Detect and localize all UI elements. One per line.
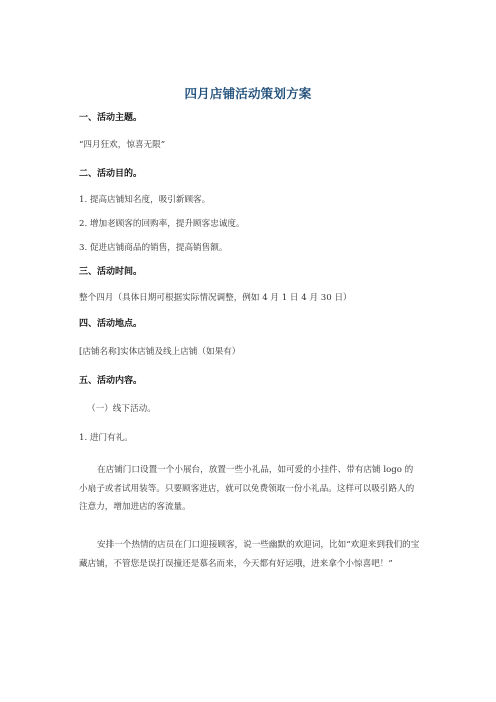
section-5-heading: 五、活动内容。 bbox=[79, 376, 143, 386]
section-5-paragraph-2: 安排一个热情的店员在门口迎接顾客，说一些幽默的欢迎词，比如“欢迎来到我们的宝藏店铺，不管您是误打误撞还是慕名而来，今天都有好运哦，进来拿个小惊喜吧！” bbox=[79, 540, 420, 569]
section-2-item-2: 2. 增加老顾客的回购率，提升顾客忠诚度。 bbox=[79, 219, 245, 229]
section-4-heading: 四、活动地点。 bbox=[79, 319, 143, 329]
document-title: 四月店铺活动策划方案 bbox=[184, 86, 312, 101]
section-3-text: 整个四月（具体日期可根据实际情况调整，例如 4 月 1 日 4 月 30 日） bbox=[79, 293, 352, 303]
section-2-heading: 二、活动目的。 bbox=[79, 169, 143, 179]
section-4-text: [店铺名称]实体店铺及线上店铺（如果有） bbox=[79, 347, 241, 357]
section-2-item-1: 1. 提高店铺知名度，吸引新顾客。 bbox=[79, 195, 211, 205]
section-2-item-3: 3. 促进店铺商品的销售，提高销售额。 bbox=[79, 243, 228, 253]
section-3-heading: 三、活动时间。 bbox=[79, 267, 143, 277]
section-5-paragraph-1: 在店铺门口设置一个小展台，放置一些小礼品，如可爱的小挂件、带有店铺 logo 的小扇子或者试用装等。只要顾客进店，就可以免费领取一份小礼品。这样可以吸引路人的注意力，增加进店的客流量。 bbox=[79, 465, 415, 512]
section-1-text: “四月狂欢，惊喜无限” bbox=[79, 140, 166, 150]
section-1-heading: 一、活动主题。 bbox=[79, 113, 143, 123]
section-5-item-1: 1. 进门有礼。 bbox=[79, 433, 133, 443]
section-5-subheading: （一）线下活动。 bbox=[87, 404, 156, 414]
